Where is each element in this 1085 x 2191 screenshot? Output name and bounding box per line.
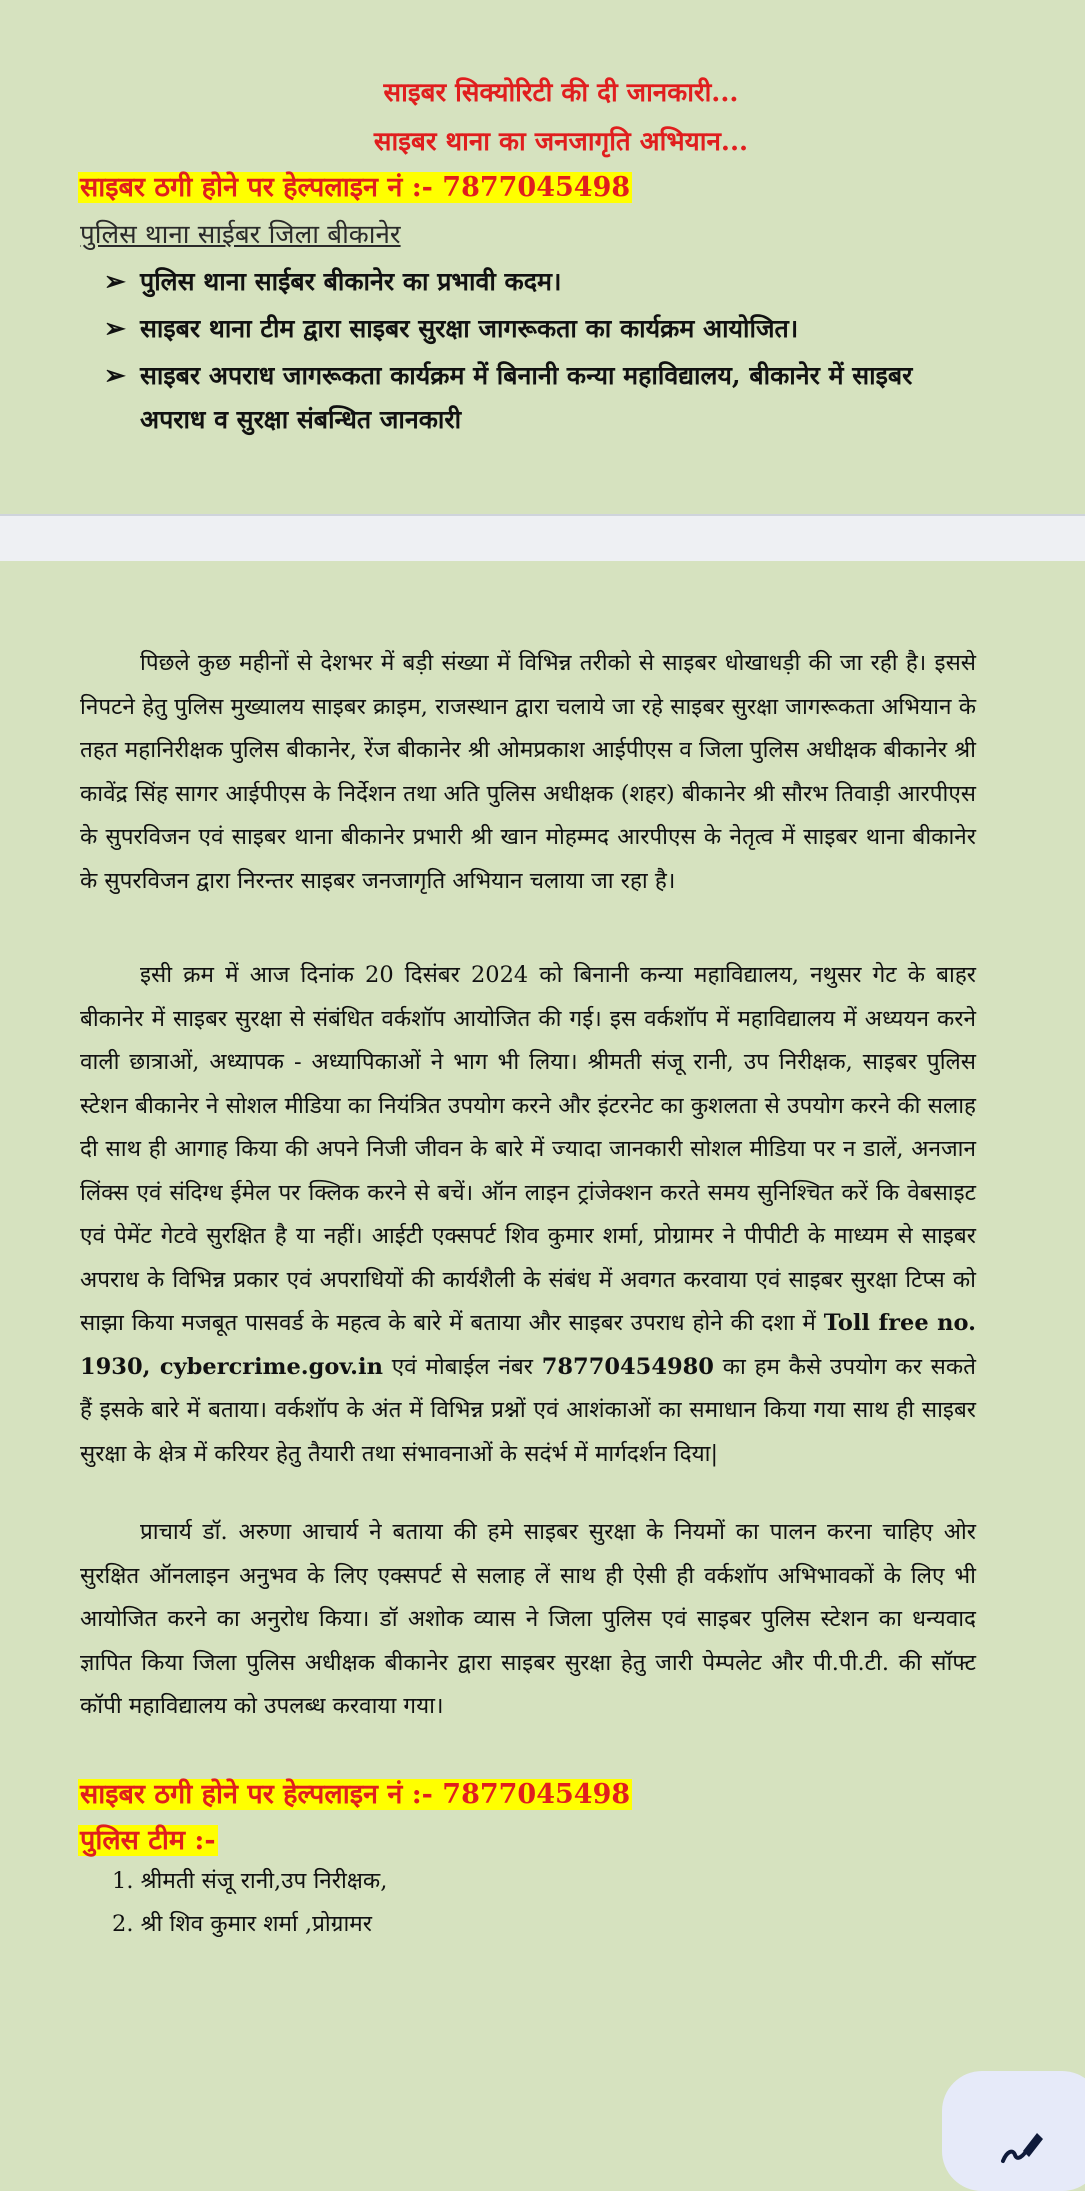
bullet-item: ➢ साइबर थाना टीम द्वारा साइबर सुरक्षा जागरूकता का कार्यक्रम आयोजित। [104, 307, 1004, 351]
headline-2: साइबर थाना का जनजागृति अभियान... [373, 127, 749, 157]
mobile-number: 78770454980 [541, 1353, 714, 1380]
document-page-1 [0, 0, 1085, 514]
document-page-2 [0, 561, 1085, 2159]
arrow-bullet-icon: ➢ [104, 361, 126, 391]
headline-1: साइबर सिक्योरिटी की दी जानकारी... [383, 78, 739, 108]
paragraph-3: प्राचार्य डॉ. अरुणा आचार्य ने बताया की हमे साइबर सुरक्षा के नियमों का पालन करना चाहिए ओर सुरक्षित ऑनलाइन अनुभव के लिए एक्सपर्ट से सलाह लें साथ ही ऐसी ही वर्कशॉप अभिभावकों के लिए भी आयोजित करने का अनुरोध किया। डॉ अशोक व्यास ने जिला पुलिस एवं साइबर पुलिस स्टेशन का धन्यवाद ज्ञापित किया जिला पुलिस अधीक्षक बीकानेर द्वारा साइबर सुरक्षा हेतु जारी पेम्पलेट और पी.पी.टी. की सॉफ्ट कॉपी महाविद्यालय को उपलब्ध करवाया गया। [80, 1519, 976, 1719]
edit-pencil-icon [997, 2121, 1045, 2169]
paragraph-2: इसी क्रम में आज दिनांक 20 दिसंबर 2024 को बिनानी कन्या महाविद्यालय, नथुसर गेट के बाहर बीकानेर में साइबर सुरक्षा से संबंधित वर्कशॉप आयोजित की गई। इस वर्कशॉप में महाविद्यालय में अध्ययन करने वाली छात्राओं, अध्यापक - अध्यापिकाओं ने भाग भी लिया। श्रीमती संजू रानी, उप निरीक्षक, साइबर पुलिस स्टेशन बीकानेर ने सोशल मीडिया का नियंत्रित उपयोग करने और इंटरनेट का कुशलता से उपयोग करने की सलाह दी साथ ही आगाह किया की अपने निजी जीवन के बारे में ज्यादा जानकारी सोशल मीडिया पर न डालें, अनजान लिंक्स एवं संदिग्ध ईमेल पर क्लिक करने से बचें। ऑन लाइन ट्रांजेक्शन करते समय सुनिश्चित करें कि वेबसाइट एवं पेमेंट गेटवे सुरक्षित है या नहीं। आईटी एक्सपर्ट शिव कुमार शर्मा, प्रोग्रामर ने पीपीटी के माध्यम से साइबर अपराध के विभिन्न प्रकार एवं अपराधियों की कार्यशैली के संबंध में अवगत करवाया एवं साइबर सुरक्षा टिप्स को साझा किया मजबूत पासवर्ड के महत्व के बारे में बताया और साइबर उपराध होने की दशा में Toll free no. 1930, cybercrime.gov.in एवं मोबाईल नंबर 78770454980 का हम कैसे उपयोग कर सकते हैं इसके बारे में बताया। वर्कशॉप के अंत में विभिन्न प्रश्नों एवं आशंकाओं का समाधान किया गया साथ ही साइबर सुरक्षा के क्षेत्र में करियर हेतु तैयारी तथा संभावनाओं के सदंर्भ में मार्गदर्शन दिया| [80, 962, 976, 1467]
edit-button[interactable] [942, 2071, 1085, 2191]
bullet-item: ➢ साइबर अपराध जागरूकता कार्यक्रम में बिनानी कन्या महाविद्यालय, बीकानेर में साइबर अपराध व सुरक्षा संबन्धित जानकारी [104, 354, 984, 442]
helpline-highlight-footer: साइबर ठगी होने पर हेल्पलाइन नं :- 7877045498 [80, 1779, 631, 1810]
bullet-item: ➢ पुलिस थाना साईबर बीकानेर का प्रभावी कदम। [104, 260, 1004, 304]
list-item: 2. श्री शिव कुमार शर्मा ,प्रोग्रामर [112, 1911, 372, 1937]
arrow-bullet-icon: ➢ [104, 267, 126, 297]
station-name: पुलिस थाना साईबर जिला बीकानेर [80, 220, 401, 250]
list-item: 1. श्रीमती संजू रानी,उप निरीक्षक, [112, 1868, 388, 1894]
arrow-bullet-icon: ➢ [104, 314, 126, 344]
helpline-highlight: साइबर ठगी होने पर हेल्पलाइन नं :- 7877045498 [80, 172, 631, 203]
paragraph-1: पिछले कुछ महीनों से देशभर में बड़ी संख्या में विभिन्न तरीको से साइबर धोखाधड़ी की जा रही है। इससे निपटने हेतु पुलिस मुख्यालय साइबर क्राइम, राजस्थान द्वारा चलाये जा रहे साइबर सुरक्षा जागरूकता अभियान के तहत महानिरीक्षक पुलिस बीकानेर, रेंज बीकानेर श्री ओमप्रकाश आईपीएस व जिला पुलिस अधीक्षक बीकानेर श्री कावेंद्र सिंह सागर आईपीएस के निर्देशन तथा अति पुलिस अधीक्षक (शहर) बीकानेर श्री सौरभ तिवाड़ी आरपीएस के सुपरविजन एवं साइबर थाना बीकानेर प्रभारी श्री खान मोहम्मद आरपीएस के नेतृत्व में साइबर थाना बीकानेर के सुपरविजन द्वारा निरन्तर साइबर जनजागृति अभियान चलाया जा रहा है। [80, 650, 976, 894]
page-separator [0, 514, 1085, 563]
toll-free-info: Toll free no. 1930, cybercrime.gov.in [80, 1310, 976, 1380]
team-heading: पुलिस टीम :- [80, 1825, 216, 1856]
